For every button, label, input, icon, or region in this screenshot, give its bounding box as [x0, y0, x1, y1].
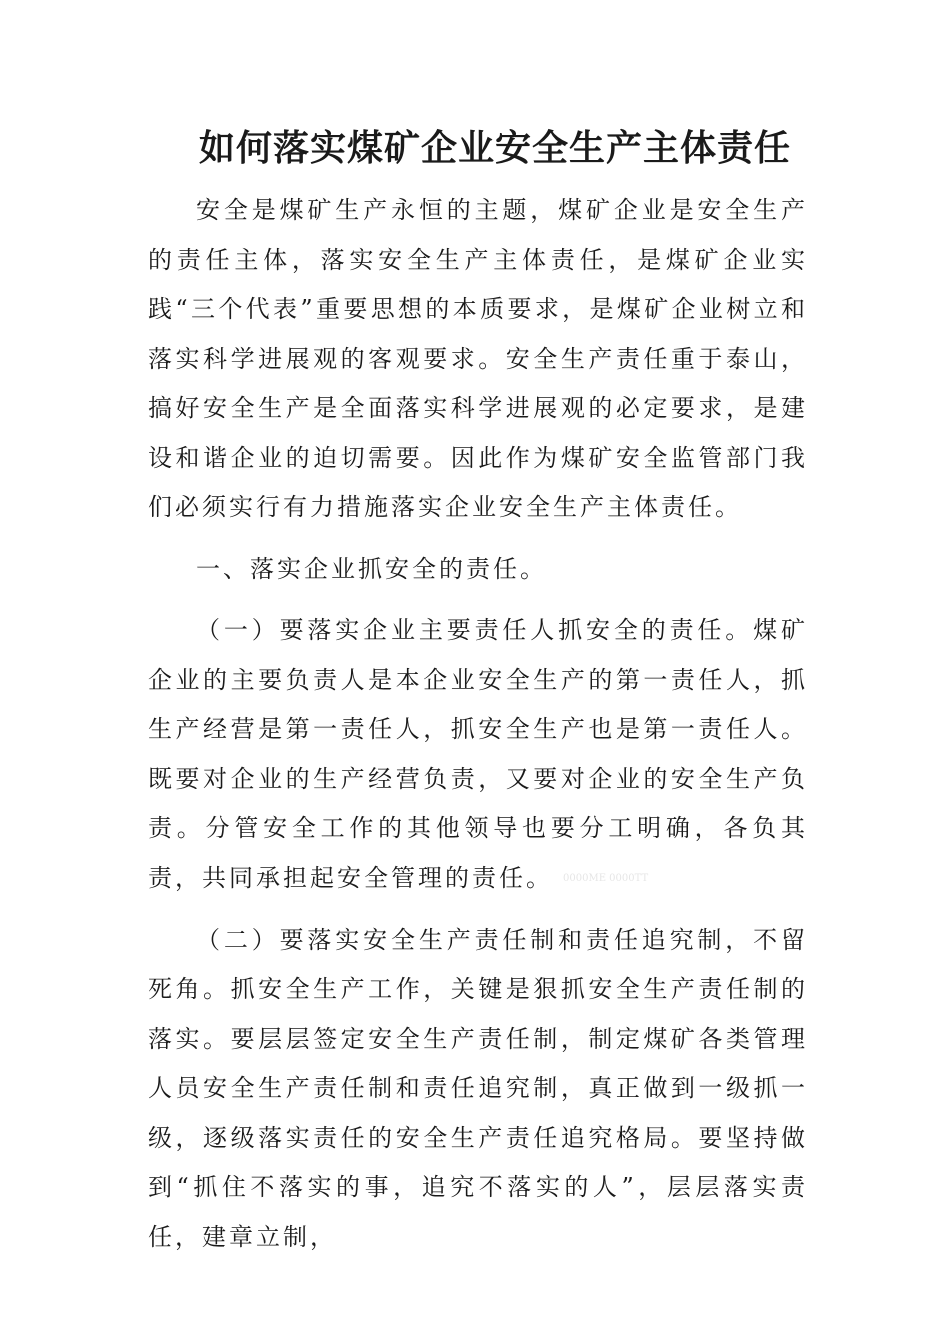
subsection-paragraph-1: [148, 606, 808, 904]
subsection-1-text: （一）要落实企业主要责任人抓安全的责任。煤矿企业的主要负责人是本企业安全生产的第一责任人，抓生产经营是第一责任人，抓安全生产也是第一责任人。既要对企业的生产经营负责，又要对企业的安全生产负责。分管安全工作的其他领导也要分工明确，各负其责，共同承担起安全管理的责任。: [148, 616, 808, 892]
faint-watermark-text: 0000ME 0000TT: [563, 873, 649, 885]
document-title: 如何落实煤矿企业安全生产主体责任: [198, 127, 791, 169]
subsection-paragraph-2: （二）要落实安全生产责任制和责任追究制，不留死角。抓安全生产工作，关键是狠抓安全生产责任制的落实。要层层签定安全生产责任制，制定煤矿各类管理人员安全生产责任制和责任追究制，真正做到一级抓一级，逐级落实责任的安全生产责任追究格局。要坚持做到“抓住不落实的事，追究不落实的人”，层层落实责任，建章立制，: [148, 925, 808, 1251]
document-body: [148, 186, 808, 1262]
intro-paragraph: 安全是煤矿生产永恒的主题，煤矿企业是安全生产的责任主体，落实安全生产主体责任，是煤矿企业实践“三个代表”重要思想的本质要求，是煤矿企业树立和落实科学进展观的客观要求。安全生产责任重于泰山，搞好安全生产是全面落实科学进展观的必定要求，是建设和谐企业的迫切需要。因此作为煤矿安全监管部门我们必须实行有力措施落实企业安全生产主体责任。: [148, 196, 808, 521]
section-heading-1: 一、落实企业抓安全的责任。: [196, 554, 547, 583]
